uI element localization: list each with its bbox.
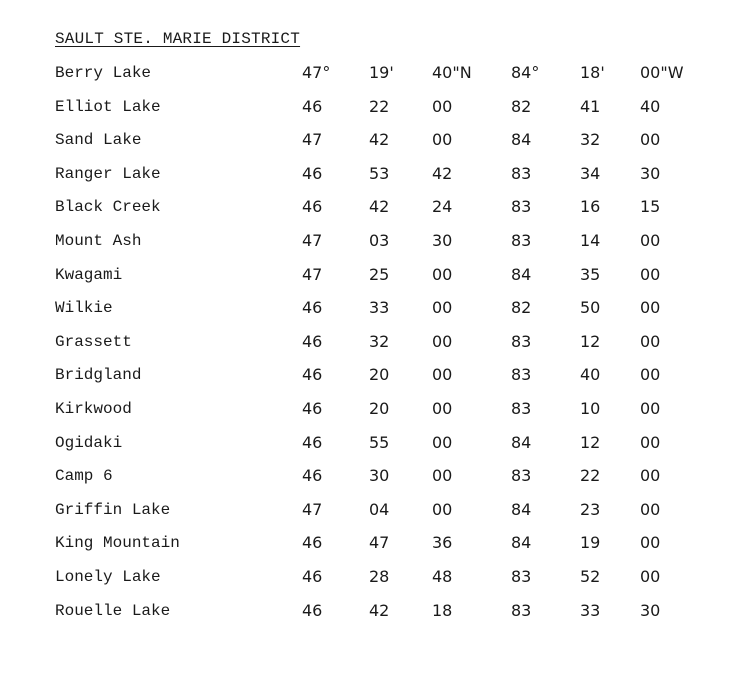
latitude-minutes: 19' xyxy=(369,63,394,82)
latitude-minutes: 03 xyxy=(369,230,390,250)
longitude-seconds: 00 xyxy=(640,230,661,250)
longitude-minutes: 50 xyxy=(580,298,601,318)
table-row xyxy=(55,428,735,462)
table-row xyxy=(55,226,735,260)
station-coordinates-table xyxy=(55,58,735,629)
latitude-minutes: 42 xyxy=(369,197,390,217)
longitude-minutes: 16 xyxy=(580,197,601,217)
longitude-degrees: 83 xyxy=(511,365,532,385)
longitude-minutes: 12 xyxy=(580,432,601,452)
latitude-seconds: 00 xyxy=(432,96,453,116)
longitude-seconds: 15 xyxy=(640,197,661,217)
station-name: Lonely Lake xyxy=(55,567,161,586)
latitude-minutes: 28 xyxy=(369,566,390,586)
latitude-seconds: 00 xyxy=(432,466,453,486)
longitude-minutes: 33 xyxy=(580,600,601,620)
latitude-degrees: 47 xyxy=(302,499,323,519)
station-name: Ogidaki xyxy=(55,433,123,452)
latitude-seconds: 30 xyxy=(432,230,453,250)
latitude-seconds: 36 xyxy=(432,533,453,553)
longitude-minutes: 35 xyxy=(580,264,601,284)
station-name: Ranger Lake xyxy=(55,164,161,183)
table-row xyxy=(55,58,735,92)
longitude-seconds: 00 xyxy=(640,432,661,452)
latitude-minutes: 53 xyxy=(369,163,390,183)
table-row xyxy=(55,562,735,596)
station-name: Mount Ash xyxy=(55,231,142,250)
table-row xyxy=(55,495,735,529)
longitude-seconds: 30 xyxy=(640,163,661,183)
latitude-degrees: 46 xyxy=(302,600,323,620)
longitude-degrees: 83 xyxy=(511,566,532,586)
latitude-minutes: 20 xyxy=(369,365,390,385)
longitude-minutes: 23 xyxy=(580,499,601,519)
longitude-degrees: 83 xyxy=(511,466,532,486)
latitude-minutes: 42 xyxy=(369,130,390,150)
longitude-degrees: 84 xyxy=(511,533,532,553)
latitude-minutes: 22 xyxy=(369,96,390,116)
table-row xyxy=(55,260,735,294)
longitude-degrees: 84 xyxy=(511,130,532,150)
station-name: Black Creek xyxy=(55,198,161,217)
longitude-minutes: 34 xyxy=(580,163,601,183)
longitude-degrees: 84° xyxy=(511,63,540,82)
longitude-degrees: 84 xyxy=(511,264,532,284)
longitude-seconds: 00 xyxy=(640,331,661,351)
table-row xyxy=(55,528,735,562)
longitude-minutes: 12 xyxy=(580,331,601,351)
latitude-minutes: 47 xyxy=(369,533,390,553)
latitude-seconds: 00 xyxy=(432,365,453,385)
longitude-seconds: 00 xyxy=(640,264,661,284)
latitude-seconds: 00 xyxy=(432,499,453,519)
latitude-seconds: 00 xyxy=(432,398,453,418)
longitude-degrees: 83 xyxy=(511,398,532,418)
latitude-degrees: 46 xyxy=(302,398,323,418)
latitude-minutes: 42 xyxy=(369,600,390,620)
station-name: Elliot Lake xyxy=(55,97,161,116)
longitude-minutes: 41 xyxy=(580,96,601,116)
latitude-minutes: 33 xyxy=(369,298,390,318)
table-row xyxy=(55,192,735,226)
latitude-degrees: 46 xyxy=(302,331,323,351)
longitude-degrees: 83 xyxy=(511,163,532,183)
table-row xyxy=(55,327,735,361)
district-heading: SAULT STE. MARIE DISTRICT xyxy=(55,30,301,48)
longitude-minutes: 22 xyxy=(580,466,601,486)
latitude-minutes: 20 xyxy=(369,398,390,418)
longitude-minutes: 18' xyxy=(580,63,605,82)
latitude-seconds: 42 xyxy=(432,163,453,183)
latitude-minutes: 25 xyxy=(369,264,390,284)
station-name: Griffin Lake xyxy=(55,500,171,519)
latitude-degrees: 46 xyxy=(302,566,323,586)
table-row xyxy=(55,293,735,327)
longitude-minutes: 32 xyxy=(580,130,601,150)
longitude-seconds: 00 xyxy=(640,298,661,318)
longitude-degrees: 82 xyxy=(511,96,532,116)
longitude-seconds: 00 xyxy=(640,566,661,586)
longitude-seconds: 00 xyxy=(640,499,661,519)
station-name: Bridgland xyxy=(55,366,142,385)
latitude-degrees: 47 xyxy=(302,130,323,150)
table-row xyxy=(55,596,735,630)
longitude-seconds: 00"W xyxy=(640,63,684,82)
latitude-seconds: 40"N xyxy=(432,63,472,82)
latitude-degrees: 46 xyxy=(302,163,323,183)
latitude-degrees: 46 xyxy=(302,298,323,318)
longitude-seconds: 00 xyxy=(640,466,661,486)
station-name: Kwagami xyxy=(55,265,123,284)
latitude-degrees: 47° xyxy=(302,63,331,82)
table-row xyxy=(55,92,735,126)
longitude-degrees: 83 xyxy=(511,197,532,217)
longitude-seconds: 00 xyxy=(640,533,661,553)
latitude-minutes: 04 xyxy=(369,499,390,519)
longitude-minutes: 19 xyxy=(580,533,601,553)
longitude-minutes: 40 xyxy=(580,365,601,385)
station-name: Camp 6 xyxy=(55,467,113,486)
latitude-seconds: 00 xyxy=(432,298,453,318)
station-name: Grassett xyxy=(55,332,132,351)
station-name: Kirkwood xyxy=(55,399,132,418)
longitude-degrees: 83 xyxy=(511,331,532,351)
latitude-degrees: 46 xyxy=(302,432,323,452)
latitude-seconds: 18 xyxy=(432,600,453,620)
table-row xyxy=(55,394,735,428)
station-name: Rouelle Lake xyxy=(55,601,171,620)
latitude-seconds: 48 xyxy=(432,566,453,586)
longitude-seconds: 00 xyxy=(640,130,661,150)
station-name: King Mountain xyxy=(55,534,180,553)
latitude-degrees: 46 xyxy=(302,197,323,217)
longitude-degrees: 84 xyxy=(511,499,532,519)
longitude-seconds: 30 xyxy=(640,600,661,620)
latitude-minutes: 55 xyxy=(369,432,390,452)
longitude-seconds: 40 xyxy=(640,96,661,116)
table-row xyxy=(55,461,735,495)
latitude-seconds: 24 xyxy=(432,197,453,217)
longitude-seconds: 00 xyxy=(640,365,661,385)
latitude-degrees: 46 xyxy=(302,96,323,116)
longitude-degrees: 83 xyxy=(511,600,532,620)
latitude-degrees: 47 xyxy=(302,230,323,250)
station-name: Berry Lake xyxy=(55,64,152,82)
latitude-seconds: 00 xyxy=(432,264,453,284)
latitude-minutes: 30 xyxy=(369,466,390,486)
table-row xyxy=(55,125,735,159)
latitude-seconds: 00 xyxy=(432,432,453,452)
longitude-seconds: 00 xyxy=(640,398,661,418)
latitude-seconds: 00 xyxy=(432,331,453,351)
longitude-degrees: 82 xyxy=(511,298,532,318)
longitude-degrees: 84 xyxy=(511,432,532,452)
longitude-minutes: 10 xyxy=(580,398,601,418)
latitude-degrees: 46 xyxy=(302,365,323,385)
table-row xyxy=(55,360,735,394)
latitude-minutes: 32 xyxy=(369,331,390,351)
table-row xyxy=(55,159,735,193)
longitude-minutes: 52 xyxy=(580,566,601,586)
latitude-seconds: 00 xyxy=(432,130,453,150)
longitude-degrees: 83 xyxy=(511,230,532,250)
station-name: Sand Lake xyxy=(55,131,142,150)
latitude-degrees: 47 xyxy=(302,264,323,284)
latitude-degrees: 46 xyxy=(302,533,323,553)
latitude-degrees: 46 xyxy=(302,466,323,486)
station-name: Wilkie xyxy=(55,299,113,318)
longitude-minutes: 14 xyxy=(580,230,601,250)
